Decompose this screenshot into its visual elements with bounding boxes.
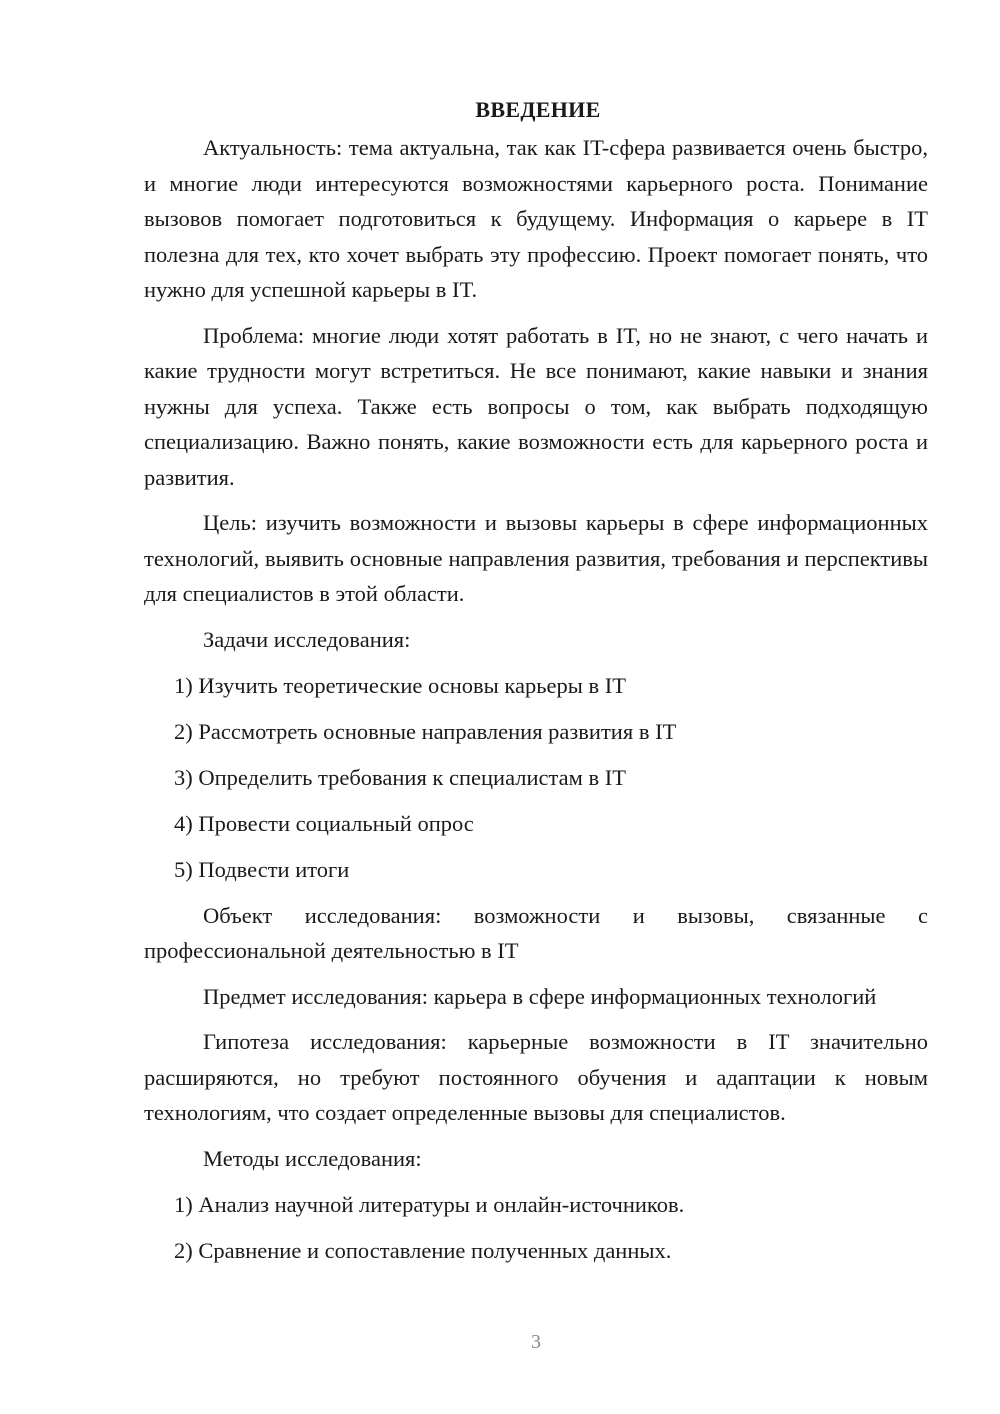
- tasks-list: [144, 668, 928, 888]
- list-item: 1) Анализ научной литературы и онлайн-источников.: [174, 1191, 685, 1217]
- subject-paragraph: Предмет исследования: карьера в сфере информационных технологий: [203, 983, 877, 1009]
- list-item: 1) Изучить теоретические основы карьеры в IT: [174, 672, 626, 698]
- list-item: 2) Рассмотреть основные направления развития в IT: [174, 718, 677, 744]
- section-heading: ВВЕДЕНИЕ: [475, 97, 601, 122]
- list-item: 2) Сравнение и сопоставление полученных данных.: [174, 1237, 672, 1263]
- methods-title: Методы исследования:: [203, 1145, 422, 1171]
- object-paragraph: Объект исследования: возможности и вызовы, связанные с профессиональной деятельностью в IT: [144, 902, 928, 963]
- page-content: [144, 92, 928, 1269]
- problem-paragraph: Проблема: многие люди хотят работать в IT, но не знают, с чего начать и какие трудности могут встретиться. Не все понимают, какие навыки и знания нужны для успеха. Также есть вопросы о том, как выбрать подходящую специализацию. Важно понять, какие возможности есть для карьерного роста и развития.: [144, 322, 928, 490]
- list-item: 3) Определить требования к специалистам в IT: [174, 764, 626, 790]
- page-number: 3: [531, 1331, 541, 1353]
- goal-paragraph: Цель: изучить возможности и вызовы карьеры в сфере информационных технологий, выявить основные направления развития, требования и перспективы для специалистов в этой области.: [144, 510, 928, 606]
- list-item: 5) Подвести итоги: [174, 856, 350, 882]
- list-item: 4) Провести социальный опрос: [174, 810, 474, 836]
- methods-list: [144, 1187, 928, 1269]
- hypothesis-paragraph: Гипотеза исследования: карьерные возможности в IT значительно расширяются, но требуют постоянного обучения и адаптации к новым технологиям, что создает определенные вызовы для специалистов.: [144, 1029, 928, 1125]
- tasks-title: Задачи исследования:: [203, 626, 411, 652]
- relevance-paragraph: Актуальность: тема актуальна, так как IT-сфера развивается очень быстро, и многие люди интересуются возможностями карьерного роста. Понимание вызовов помогает подготовиться к будущему. Информация о карьере в IT полезна для тех, кто хочет выбрать эту профессию. Проект помогает понять, что нужно для успешной карьеры в IT.: [144, 135, 928, 302]
